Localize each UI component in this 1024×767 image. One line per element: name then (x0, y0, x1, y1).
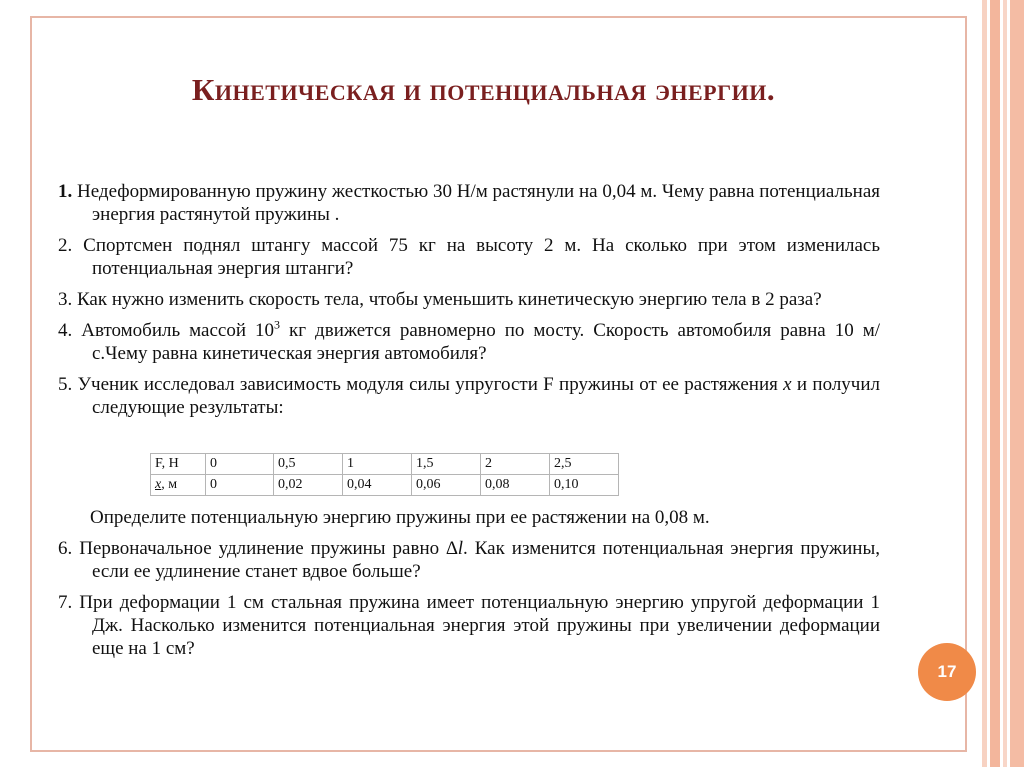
delta-symbol: ∆ (446, 538, 458, 559)
task-item-3 (58, 288, 880, 311)
task-number: 7. (58, 592, 73, 613)
task-text: Недеформированную пружину жесткостью 30 Н/м растянули на 0,04 м. Чему равна потенциальная энергия растянутой пружины . (77, 181, 881, 225)
row-label (151, 475, 206, 496)
decor-stripe (982, 0, 987, 767)
task-item-2 (58, 234, 880, 280)
table-cell: 0 (206, 454, 274, 475)
task-text: кг движется равномерно по мосту. Скорость автомобиля равна 10 м/с.Чему равна кинетическая энергия автомобиля? (92, 320, 881, 364)
task-list-2 (58, 537, 880, 668)
task-5-question: Определите потенциальную энергию пружины при ее растяжении на 0,08 м. (90, 507, 710, 528)
task-number: 5. (58, 374, 73, 395)
task-text: Спортсмен поднял штангу массой 75 кг на высоту 2 м. На сколько при этом изменилась потенциальная энергия штанги? (83, 235, 881, 279)
task-number: 6. (58, 538, 73, 559)
task-text: Ученик исследовал зависимость модуля силы упругости F пружины от ее растяжения (77, 374, 778, 395)
task-number: 2. (58, 235, 73, 256)
decor-stripe (990, 0, 1000, 767)
exponent: 3 (274, 317, 281, 332)
task-text: Как нужно изменить скорость тела, чтобы уменьшить кинетическую энергию тела в 2 раза? (77, 289, 822, 310)
variable: x (783, 374, 792, 395)
task-text: Первоначальное удлинение пружины равно (79, 538, 440, 559)
task-item-1 (58, 180, 880, 226)
task-text: При деформации 1 см стальная пружина имеет потенциальную энергию упругой деформации 1 Дж. Насколько изменится потенциальная энергия этой пружины при увеличении деформации еще на 1 см? (79, 592, 881, 659)
task-text: Автомобиль массой 10 (81, 320, 275, 341)
task-item-4 (58, 319, 880, 365)
task-item-6 (58, 537, 880, 583)
task-list (58, 180, 880, 427)
results-table (150, 453, 619, 496)
page-number-badge: 17 (918, 643, 976, 701)
task-number: 4. (58, 320, 73, 341)
task-item-7 (58, 591, 880, 660)
variable: l (457, 538, 463, 559)
table-cell: 0,02 (274, 475, 343, 496)
task-number: 1. (58, 181, 73, 202)
table-cell: 0 (206, 475, 274, 496)
table-cell: 0,08 (481, 475, 550, 496)
row-label: F, Н (151, 454, 206, 475)
task-text: . Как изменится потенциальная энергия пружины, если ее удлинение станет вдвое больше? (92, 538, 880, 582)
decor-stripe (1010, 0, 1024, 767)
table-cell: 1,5 (412, 454, 481, 475)
decor-stripe (1003, 0, 1007, 767)
table-cell: 2,5 (550, 454, 619, 475)
variable: x (155, 477, 162, 492)
table-cell: 1 (343, 454, 412, 475)
table-cell: 0,06 (412, 475, 481, 496)
table-cell: 0,5 (274, 454, 343, 475)
task-number: 3. (58, 289, 73, 310)
table-cell: 2 (481, 454, 550, 475)
unit: , м (161, 477, 178, 492)
task-text: и получил следующие результаты: (92, 374, 881, 418)
table-row (151, 475, 619, 496)
table-cell: 0,04 (343, 475, 412, 496)
task-item-5 (58, 373, 880, 419)
table-row (151, 454, 619, 475)
slide-title: Кинетическая и потенциальная энергии. (191, 72, 776, 107)
table-cell: 0,10 (550, 475, 619, 496)
